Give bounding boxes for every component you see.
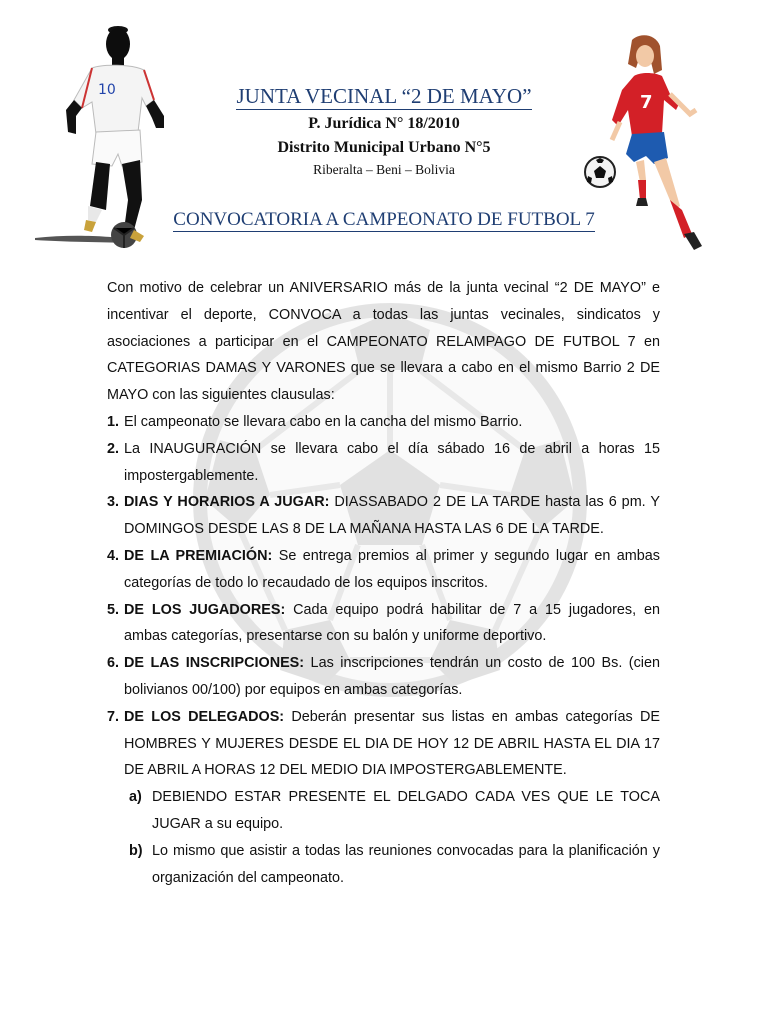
left-player-number: 10 bbox=[98, 82, 116, 98]
location: Riberalta – Beni – Bolivia bbox=[313, 162, 455, 177]
sub-clauses-list bbox=[124, 784, 660, 891]
clause-label: DIAS Y HORARIOS A JUGAR: bbox=[124, 494, 330, 511]
clause-number: 2. bbox=[107, 440, 120, 457]
sub-clause-text: DEBIENDO ESTAR PRESENTE EL DELGADO CADA VES QUE LE TOCA JUGAR a su equipo. bbox=[152, 789, 660, 832]
clause-number: 7. bbox=[107, 708, 120, 725]
clause-number: 6. bbox=[107, 655, 120, 672]
clauses-list bbox=[107, 409, 660, 891]
clause-item bbox=[107, 436, 660, 490]
clause-text: Deberán presentar sus listas en ambas categorías DE HOMBRES Y MUJERES DESDE EL DIA DE HOY 12 DE ABRIL HASTA EL DIA 17 DE ABRIL A HORAS 12 DEL MEDIO DIA IMPOSTERGABLEMENTE. bbox=[124, 708, 660, 779]
clause-text: Las inscripciones tendrán un costo de 100 Bs. (cien bolivianos 00/100) por equipos en ambas categorías. bbox=[124, 655, 661, 698]
clause-item bbox=[107, 543, 660, 597]
clause-text: DIASSABADO 2 DE LA TARDE hasta las 6 pm. Y DOMINGOS DESDE LAS 8 DE LA MAÑANA HASTA LAS 6 DE LA TARDE. bbox=[124, 494, 660, 538]
clause-number: 1. bbox=[107, 413, 120, 430]
clause-item bbox=[107, 650, 660, 704]
sub-clause-letter: a) bbox=[129, 789, 142, 806]
sub-clause-item bbox=[124, 838, 660, 892]
clause-item bbox=[107, 489, 660, 543]
clause-item bbox=[107, 704, 660, 892]
org-title: JUNTA VECINAL “2 DE MAYO” bbox=[236, 84, 532, 108]
document-body bbox=[107, 275, 660, 891]
clause-label: DE LA PREMIACIÓN: bbox=[124, 547, 273, 564]
sub-clause-text: Lo mismo que asistir a todas las reuniones convocadas para la planificación y organización del campeonato. bbox=[152, 842, 660, 886]
legal-id: P. Jurídica N° 18/2010 bbox=[308, 115, 460, 132]
clause-number: 5. bbox=[107, 601, 120, 618]
clause-item bbox=[107, 409, 660, 436]
sub-clause-letter: b) bbox=[129, 842, 143, 859]
clause-number: 4. bbox=[107, 547, 120, 564]
clause-number: 3. bbox=[107, 494, 120, 511]
clause-label: DE LOS JUGADORES: bbox=[124, 601, 286, 618]
clause-item bbox=[107, 597, 660, 651]
call-title: CONVOCATORIA A CAMPEONATO DE FUTBOL 7 bbox=[173, 209, 595, 230]
clause-text: El campeonato se llevara cabo en la cancha del mismo Barrio. bbox=[124, 413, 523, 430]
right-player-number: 7 bbox=[640, 92, 653, 113]
clause-text: Cada equipo podrá habilitar de 7 a 15 jugadores, en ambas categorías, presentarse con su balón y uniforme deportivo. bbox=[124, 601, 660, 645]
intro-paragraph: Con motivo de celebrar un ANIVERSARIO más de la junta vecinal “2 DE MAYO” e incentivar el deporte, CONVOCA a todas las juntas vecinales, sindicatos y asociaciones a participar en el CAMPEONATO RELAMPAGO DE FUTBOL 7 en CATEGORIAS DAMAS Y VARONES que se llevara a cabo en el mismo Barrio 2 DE MAYO con las siguientes clausulas: bbox=[107, 280, 660, 404]
clause-label: DE LOS DELEGADOS: bbox=[124, 708, 285, 725]
clause-text: Se entrega premios al primer y segundo lugar en ambas categorías de todo lo recaudado de los equipos inscritos. bbox=[124, 547, 660, 591]
sub-clause-item bbox=[124, 784, 660, 838]
clause-text: La INAUGURACIÓN se llevara cabo el día sábado 16 de abril a horas 15 impostergablemente. bbox=[124, 440, 660, 484]
clause-label: DE LAS INSCRIPCIONES: bbox=[124, 655, 305, 672]
district: Distrito Municipal Urbano N°5 bbox=[277, 139, 491, 156]
